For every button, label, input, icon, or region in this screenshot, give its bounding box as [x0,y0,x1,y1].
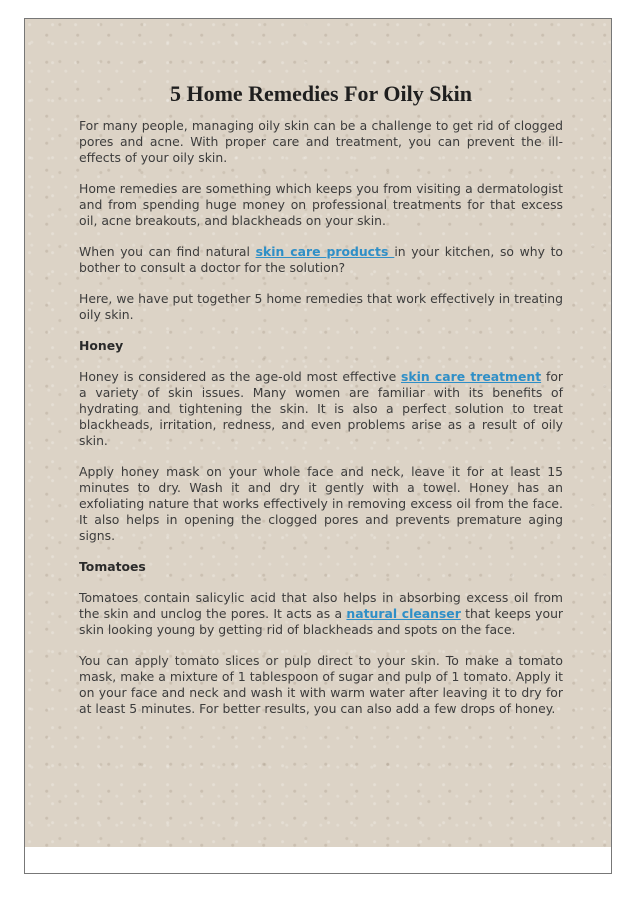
skin-care-treatment-link[interactable]: skin care treatment [401,369,542,384]
tomatoes-paragraph-1 [79,590,563,638]
intro-paragraph-3-text-a: When you can find natural [79,244,256,259]
intro-paragraph-1: For many people, managing oily skin can be a challenge to get rid of clogged pores and acne. With proper care and treatment, you can prevent the ill-effects of your oily skin. [79,118,563,165]
intro-paragraph-4: Here, we have put together 5 home remedies that work effectively in treating oily skin. [79,291,563,322]
natural-cleanser-link[interactable]: natural cleanser [346,606,461,621]
skin-care-products-link[interactable]: skin care products [255,244,395,259]
tomatoes-paragraph-1-text-a: Tomatoes contain salicylic acid that also helps in absorbing excess oil from the skin and unclog the pores. It acts as a [79,590,563,621]
honey-heading: Honey [79,338,124,353]
tomatoes-paragraph-2: You can apply tomato slices or pulp direct to your skin. To make a tomato mask, make a mixture of 1 tablespoon of sugar and pulp of 1 tomato. Apply it on your face and neck and wash it with warm water after leaving it to dry for at least 5 minutes. For better results, you can also add a few drops of honey. [79,653,563,716]
article-title: 5 Home Remedies For Oily Skin [169,81,473,106]
page-bottom-strip [25,847,611,873]
tomatoes-paragraph-1-text-b: that keeps your skin looking young by getting rid of blackheads and spots on the face. [79,606,564,637]
honey-paragraph-1-text-b: for a variety of skin issues. Many women are familiar with its benefits of hydrating and tightening the skin. It is also a perfect solution to treat blackheads, irritation, redness, and even problems arise as a result of oily skin. [79,369,563,448]
tomatoes-heading: Tomatoes [79,559,146,574]
intro-paragraph-2: Home remedies are something which keeps you from visiting a dermatologist and from spending huge money on professional treatments for that excess oil, acne breakouts, and blackheads on your skin. [79,181,563,228]
honey-paragraph-1 [79,369,563,449]
intro-paragraph-3-text-b: in your kitchen, so why to bother to consult a doctor for the solution? [79,244,564,275]
document-page [24,18,612,874]
honey-paragraph-1-text-a: Honey is considered as the age-old most effective [79,369,402,384]
honey-paragraph-2: Apply honey mask on your whole face and neck, leave it for at least 15 minutes to dry. Wash it and dry it gently with a towel. Honey has an exfoliating nature that works effectively in removing excess oil from the face. It also helps in opening the clogged pores and prevents premature aging signs. [79,464,563,543]
article-body [79,81,563,732]
intro-paragraph-3 [79,244,563,276]
